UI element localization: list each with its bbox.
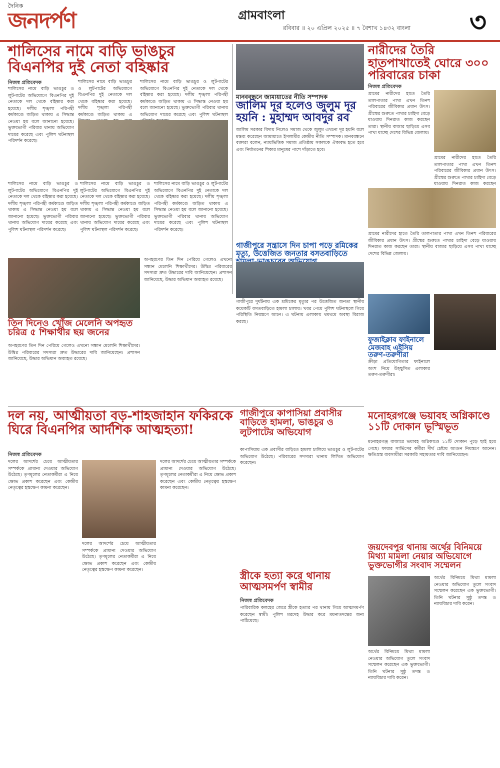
story10-body-cont: অর্থের বিনিময়ে মিথ্যা মামলা নেওয়ার অভিযোগ তুলে সংবাদ সম্মেলন করেছেন এক ভুক্তভোগী। তিনি ঘটনার সুষ্ঠু তদন্ত ও ন্যায়বিচার দাবি করেন। <box>368 650 430 681</box>
story9-headline: গাজীপুরে কাপাসিয়া প্রবাসীর বাড়িতে হামলা, ভাঙচুর ও লুটপাটের অভিযোগ <box>240 409 342 438</box>
story3-body: জালিম সরকার বিদায় নিলেও সমাজ থেকে জুলুম এখনো দূর হয়নি বলে মন্তব্য করেছেন জামায়াতে ইসলামীর কেন্দ্রীয় নীতি সম্পাদক। মানববন্ধনে বক্তারা বলেন, ন্যায়ভিত্তিক সমাজ প্রতিষ্ঠায় সকলকে ঐক্যবদ্ধ হতে হবে এবং নির্যাতনের শিকার মানুষের পাশে দাঁড়াতে হবে। <box>236 128 364 153</box>
story2-photo-fans <box>434 90 496 152</box>
story2-body-cont2: গ্রামের নারীদের হাতে তৈরি তালপাতার পাখা এখন তিনশ পরিবারের জীবিকার প্রধান উৎস। গ্রীষ্মের শুরুতে পাখার চাহিদা বেড়ে যাওয়ায় দিনরাত কাজ করছেন তারা। স্থানীয় বাজার ছাড়িয়ে এসব পাখা যাচ্ছে দেশের বিভিন্ন জেলায়। <box>368 232 496 257</box>
story6-photo-sports <box>368 294 430 334</box>
masthead-tagline: দৈনিক <box>8 3 24 10</box>
story8-byline: নিজস্ব প্রতিবেদক <box>8 452 42 458</box>
story9-body: কাপাসিয়ায় এক প্রবাসীর বাড়িতে হামলা চালিয়ে ভাঙচুর ও লুটপাটের অভিযোগ উঠেছে। পরিবারের সদস্যরা থানায় লিখিত অভিযোগ করেছেন। <box>240 448 364 466</box>
story11-headline: স্ত্রীকে হত্যা করে থানায় আত্মসমর্পণ স্বামীর <box>240 571 331 593</box>
story1-body-cont: শালিসের নামে বাড়ি ভাঙচুর ও লুটপাটের অভিযোগে বিএনপির দুই নেতাকে দল থেকে বহিষ্কার করা হয়েছে। দলীয় শৃঙ্খলা পরিপন্থী কর্মকাণ্ডে জড়িত থাকায় এ <box>78 80 132 118</box>
story8-photo-portrait <box>82 460 156 538</box>
page-number: ৩ <box>469 8 487 38</box>
section-title: গ্রামবাংলা <box>238 8 285 22</box>
story8-headline: দল নয়, আত্মীয়তা বড়-শাহজাহান ফকিরকে ঘিরে বিএনপির আর্দশিক আত্মহত্যা! <box>8 409 233 438</box>
story1-byline: নিজস্ব প্রতিবেদক <box>8 80 42 86</box>
story3-photo-rally <box>236 44 364 90</box>
story7-headline: মনোহরগঞ্জে ভয়াবহ অগ্নিকাণ্ডে ১১টি দোকান ভূস্মিভূত <box>368 411 491 433</box>
section-rule <box>8 406 364 407</box>
story1-headline: শালিসের নামে বাড়ি ভাঙচুর বিএনপির দুই নেতা বহিষ্কার <box>8 42 175 76</box>
story3-kicker: মানববন্ধনে জামায়াতের নীতি সম্পাদক <box>236 94 328 101</box>
story2-body-cont: গ্রামের নারীদের হাতে তৈরি তালপাতার পাখা এখন তিনশ পরিবারের জীবিকার প্রধান উৎস। গ্রীষ্মের শুরুতে পাখার চাহিদা বেড়ে যাওয়ায় দিনরাত কাজ করছেন <box>434 156 496 187</box>
story1-body-cont4: শালিসের নামে বাড়ি ভাঙচুর ও লুটপাটের অভিযোগে বিএনপির দুই নেতাকে দল থেকে বহিষ্কার করা হয়েছে। দলীয় শৃঙ্খলা পরিপন্থী কর্মকাণ্ডে জড়িত থাকায় এ সিদ্ধান্ত নেওয়া হয় বলে জানানো হয়েছে। ভুক্তভোগী পরিবার থানায় অভিযোগ দায়ের করেছে এবং পুলিশ ঘটনাস্থল পরিদর্শন করেছে। <box>80 182 150 233</box>
story1-body-cont3: শালিসের নামে বাড়ি ভাঙচুর ও লুটপাটের অভিযোগে বিএনপির দুই নেতাকে দল থেকে বহিষ্কার করা হয়েছে। দলীয় শৃঙ্খলা পরিপন্থী কর্মকাণ্ডে জড়িত থাকায় এ সিদ্ধান্ত নেওয়া হয় বলে জানানো হয়েছে। ভুক্তভোগী পরিবার থানায় অভিযোগ দায়ের করেছে এবং পুলিশ ঘটনাস্থল পরিদর্শন করেছে। <box>8 182 78 233</box>
story1-photo-rubble <box>78 120 228 180</box>
story5-side-text: অপহরণের তিন দিন পেরিয়ে গেলেও এখনো সন্ধান মেলেনি শিক্ষার্থীদের। উদ্বিগ্ন পরিবারের সদস্যরা দ্রুত উদ্ধারের দাবি জানিয়েছেন। প্রশাসন জানিয়েছে, উদ্ধার অভিযান অব্যাহত রয়েছে। <box>144 258 232 283</box>
story2-headline: নারীদের তৈরি হাতপাখাতেই ঘোরে ৩০০ পরিবারের চাকা <box>368 43 489 83</box>
story11-byline: নিজস্ব প্রতিবেদক <box>240 598 274 604</box>
story5-body: অপহরণের তিন দিন পেরিয়ে গেলেও এখনো সন্ধান মেলেনি শিক্ষার্থীদের। উদ্বিগ্ন পরিবারের সদস্যরা দ্রুত উদ্ধারের দাবি জানিয়েছেন। প্রশাসন জানিয়েছে, উদ্ধার অভিযান অব্যাহত রয়েছে। <box>8 344 140 362</box>
masthead <box>0 0 500 42</box>
story2-byline: নিজস্ব প্রতিবেদক <box>368 84 402 90</box>
story3-headline: জালিম দূর হলেও জুলুম দূর হয়নি : মুহাম্মদ আবদুর রব <box>236 99 357 124</box>
story10-body: অর্থের বিনিময়ে মিথ্যা মামলা নেওয়ার অভিযোগ তুলে সংবাদ সম্মেলন করেছেন এক ভুক্তভোগী। তিনি ঘটনার সুষ্ঠু তদন্ত ও ন্যায়বিচার দাবি করেন। <box>434 576 496 607</box>
newspaper-logo: জনদর্পণ <box>8 8 76 34</box>
story5-headline: তিন দিনেও খোঁজ মেলেনি অপহৃত চরিত্র ৫ শিক্ষার্থীর ছয় জনের <box>8 319 133 339</box>
story7-body: মনোহরগঞ্জ বাজারে ভয়াবহ অগ্নিকাণ্ডে ১১টি দোকান পুড়ে ছাই হয়ে গেছে। ফায়ার সার্ভিসের কর্মীরা দীর্ঘ চেষ্টায় আগুন নিয়ন্ত্রণে আনেন। ক্ষতিগ্রস্ত ব্যবসায়ীরা সরকারি সহায়তার দাবি জানিয়েছেন। <box>368 440 496 458</box>
story8-body: দলের আদর্শের চেয়ে আত্মীয়তার সম্পর্ককে প্রাধান্য দেওয়ার অভিযোগ উঠেছে। তৃণমূলের নেতাকর্মীরা এ নিয়ে ক্ষোভ প্রকাশ করেছেন এবং কেন্দ্রীয় নেতৃত্বের হস্তক্ষেপ কামনা করেছেন। <box>8 460 78 491</box>
story10-photo-press <box>368 576 430 646</box>
story4-headline: গাজীপুরে সন্ত্রাসে দিন চাপা পড়ে রমিকের মৃত্যু, উত্তেজিত জনতার বসতবাড়িতে <box>236 241 358 259</box>
story7-photo-fire <box>434 294 496 350</box>
story10-headline: জয়দেবপুর থানায় অর্থের বিনিময়ে মিথ্যা মামলা নেয়ার অভিযোগে ভুক্তভোগীর সংবাদ সম্মেলন <box>368 543 482 571</box>
story1-body-cont2: শালিসের নামে বাড়ি ভাঙচুর ও লুটপাটের অভিযোগে বিএনপির দুই নেতাকে দল থেকে বহিষ্কার করা হয়েছে। দলীয় শৃঙ্খলা পরিপন্থী কর্মকাণ্ডে জড়িত থাকায় এ সিদ্ধান্ত নেওয়া হয় বলে জানানো হয়েছে। ভুক্তভোগী পরিবার থানায় অভিযোগ দায়ের করেছে এবং পুলিশ ঘটনাস্থল <box>140 80 228 118</box>
story4-body: গাজীপুরে দুর্ঘটনায় এক শ্রমিকের মৃত্যুর পর উত্তেজিত জনতা স্থানীয় কয়েকটি বসতবাড়িতে হামলা চালায়। খবর পেয়ে পুলিশ ঘটনাস্থলে গিয়ে পরিস্থিতি নিয়ন্ত্রণে আনে। এ ঘটনায় এলাকায় থমথমে অবস্থা বিরাজ করছে। <box>236 300 364 325</box>
story1-body: শালিসের নামে বাড়ি ভাঙচুর ও লুটপাটের অভিযোগে বিএনপির দুই নেতাকে দল থেকে বহিষ্কার করা হয়েছে। দলীয় শৃঙ্খলা পরিপন্থী কর্মকাণ্ডে জড়িত থাকায় এ সিদ্ধান্ত নেওয়া হয় বলে জানানো হয়েছে। ভুক্তভোগী পরিবার থানায় অভিযোগ দায়ের করেছে এবং পুলিশ ঘটনাস্থল পরিদর্শন করেছে। <box>8 87 74 144</box>
story8-body-cont: দলের আদর্শের চেয়ে আত্মীয়তার সম্পর্ককে প্রাধান্য দেওয়ার অভিযোগ উঠেছে। তৃণমূলের নেতাকর্মীরা এ নিয়ে ক্ষোভ প্রকাশ করেছেন এবং কেন্দ্রীয় নেতৃত্বের হস্তক্ষেপ কামনা করেছেন। <box>82 542 156 573</box>
dateline: রবিবার ॥ ২০ এপ্রিল ২০২৫ ॥ ৭ বৈশাখ ১৪৩২ বাংলা <box>283 25 411 32</box>
column-rule <box>232 44 233 294</box>
story6-headline: ফুজাইক্লাব ফাইনালে মেজবাহ এইসিয় তরুণ-তরুণীরা <box>368 335 424 360</box>
story11-body: পারিবারিক কলহের জেরে স্ত্রীকে হত্যার পর থানায় গিয়ে আত্মসমর্পণ করেছেন স্বামী। পুলিশ মরদেহ উদ্ধার করে ময়নাতদন্তের জন্য পাঠিয়েছে। <box>240 606 364 624</box>
story2-photo-women <box>368 188 496 228</box>
story2-body: গ্রামের নারীদের হাতে তৈরি তালপাতার পাখা এখন তিনশ পরিবারের জীবিকার প্রধান উৎস। গ্রীষ্মের শুরুতে পাখার চাহিদা বেড়ে যাওয়ায় দিনরাত কাজ করছেন তারা। স্থানীয় বাজার ছাড়িয়ে এসব পাখা যাচ্ছে দেশের বিভিন্ন জেলায়। <box>368 92 430 136</box>
story6-body: ক্রীড়া প্রতিযোগিতার ফাইনালে অংশ নিয়ে উচ্ছ্বসিত এলাকার তরুণ-তরুণীরা। <box>368 360 430 378</box>
story5-photo-students <box>8 258 140 318</box>
story1-body-cont5: শালিসের নামে বাড়ি ভাঙচুর ও লুটপাটের অভিযোগে বিএনপির দুই নেতাকে দল থেকে বহিষ্কার করা হয়েছে। দলীয় শৃঙ্খলা পরিপন্থী কর্মকাণ্ডে জড়িত থাকায় এ সিদ্ধান্ত নেওয়া হয় বলে জানানো হয়েছে। ভুক্তভোগী পরিবার থানায় অভিযোগ দায়ের করেছে এবং পুলিশ ঘটনাস্থল পরিদর্শন করেছে। <box>154 182 228 233</box>
story4-photo-crowd <box>236 262 364 298</box>
story8-body-cont2: দলের আদর্শের চেয়ে আত্মীয়তার সম্পর্ককে প্রাধান্য দেওয়ার অভিযোগ উঠেছে। তৃণমূলের নেতাকর্মীরা এ নিয়ে ক্ষোভ প্রকাশ করেছেন এবং কেন্দ্রীয় নেতৃত্বের হস্তক্ষেপ কামনা করেছেন। <box>160 460 236 491</box>
